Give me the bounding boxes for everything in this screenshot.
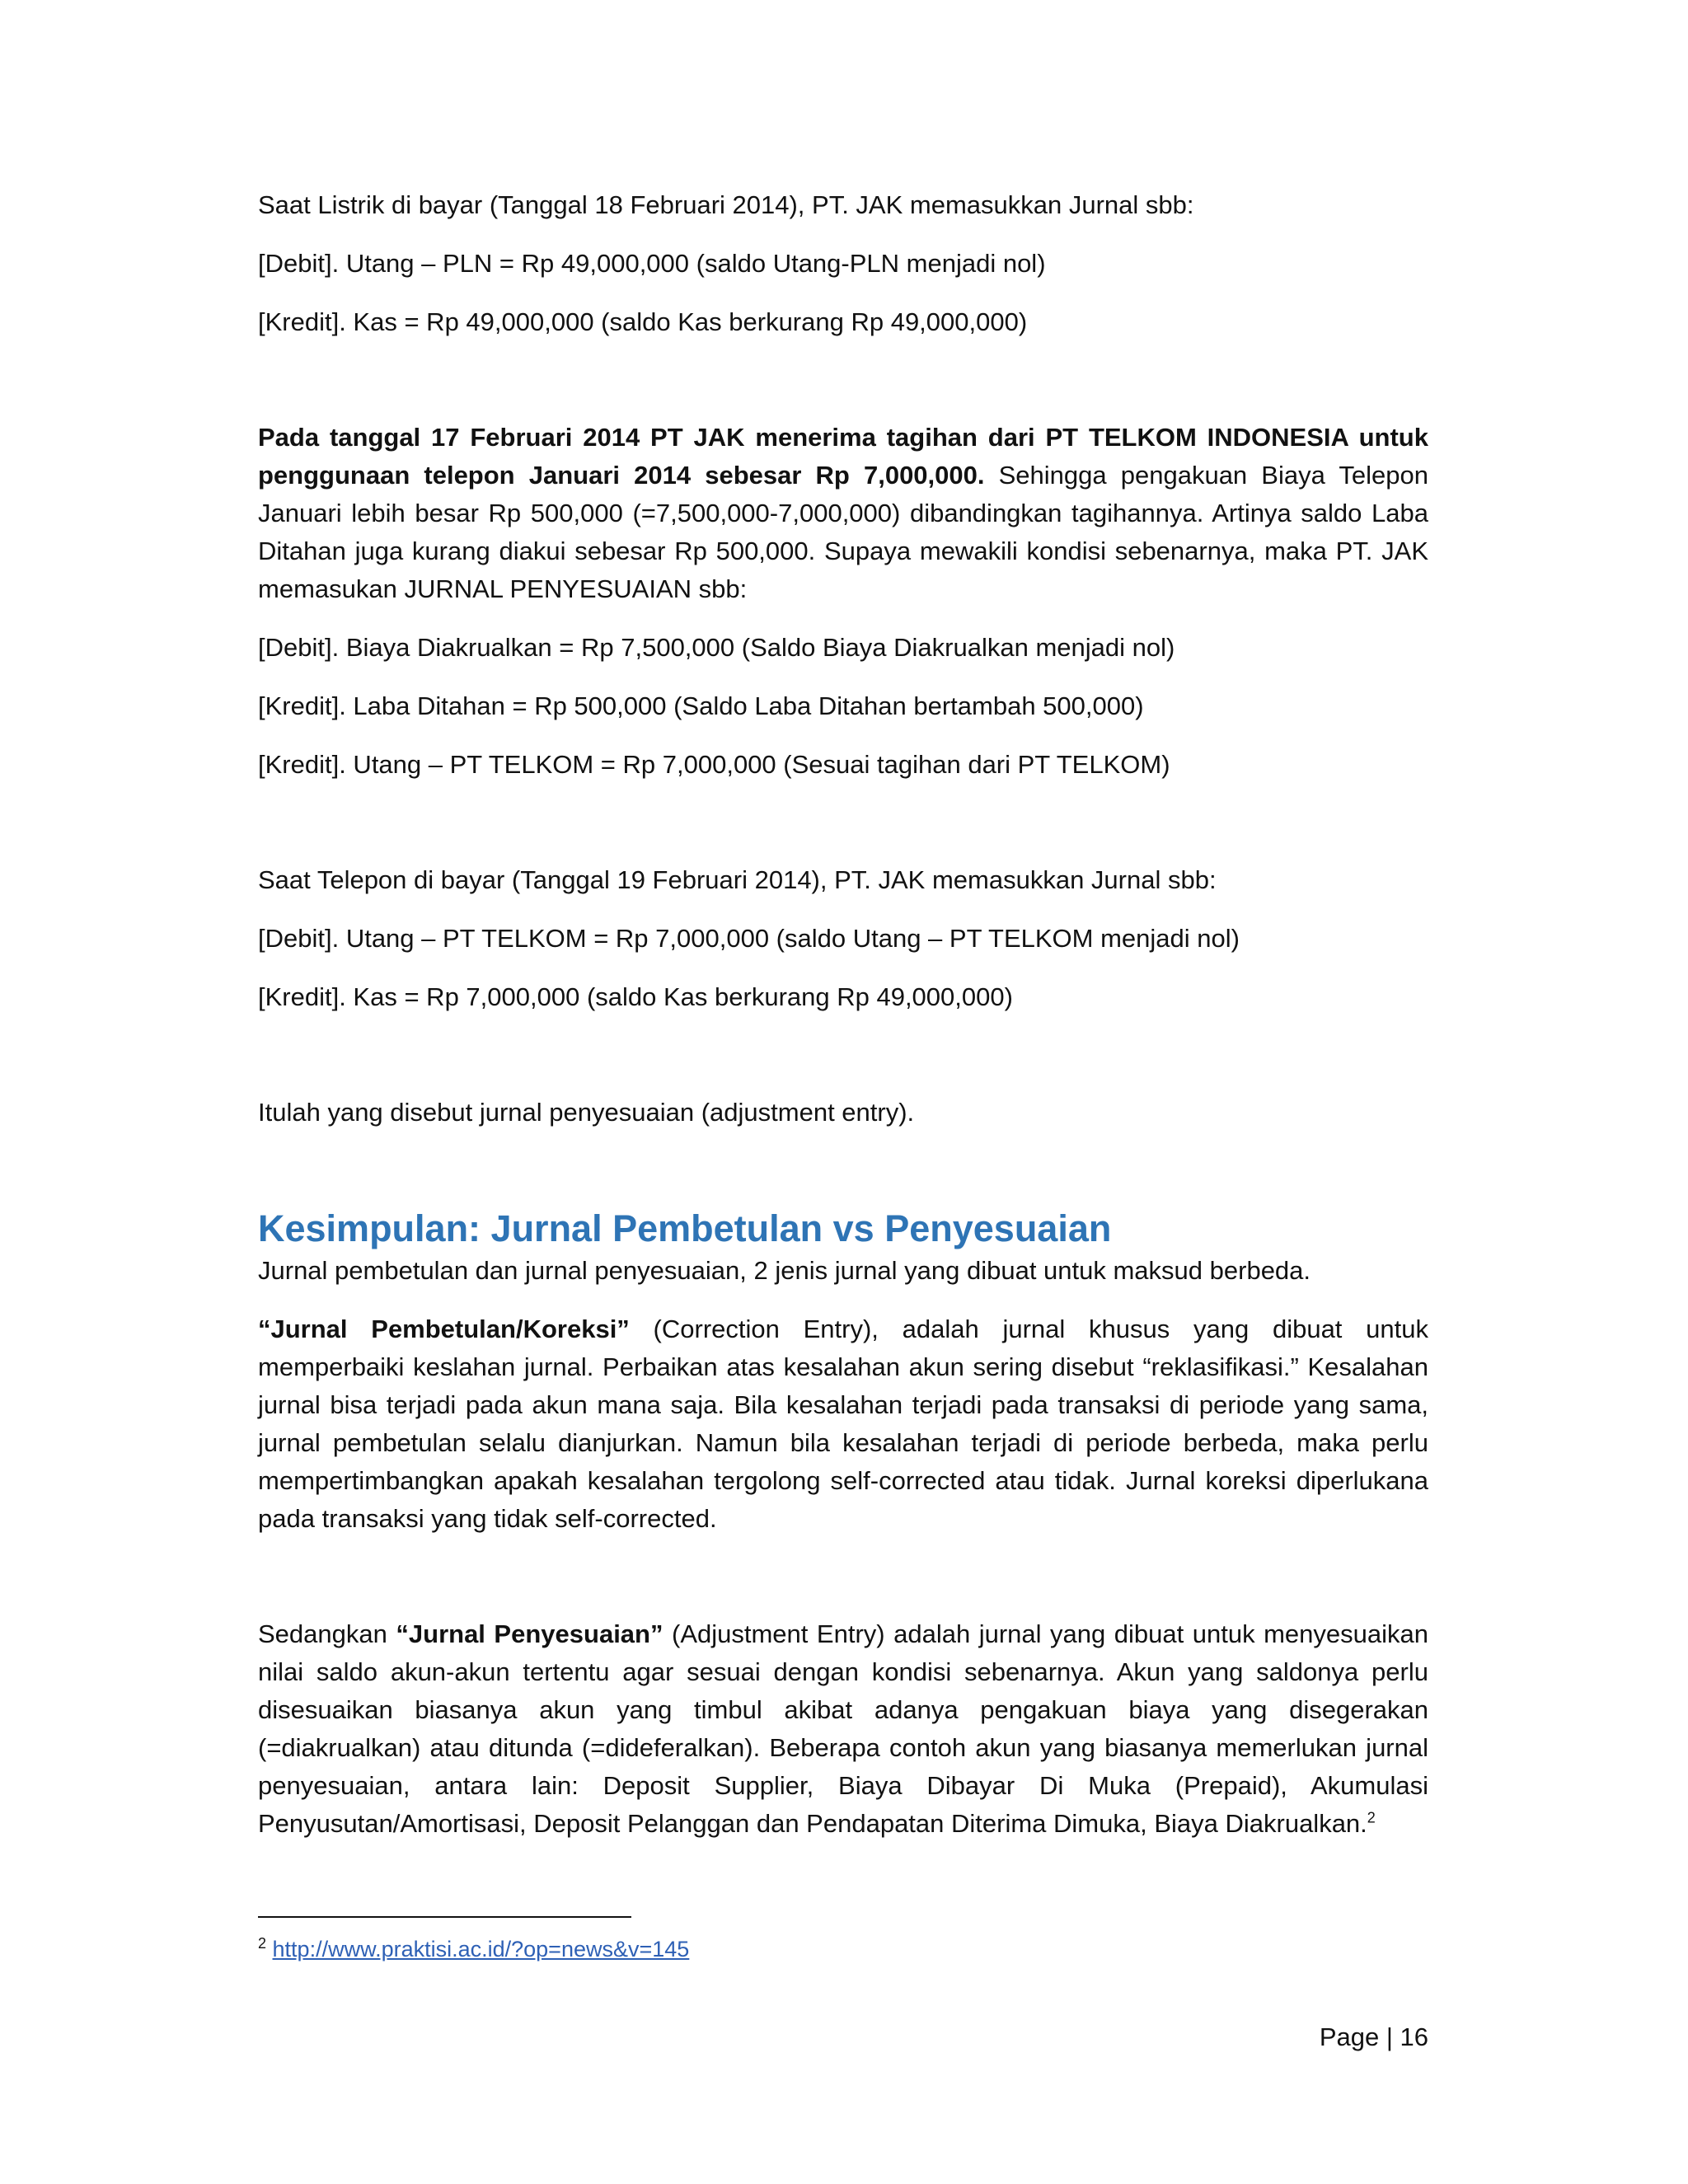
adjustment-entry-text: (Adjustment Entry) adalah jurnal yang dibuat untuk menyesuaikan nilai saldo akun-akun tertentu agar sesuai dengan kondisi sebenarnya. Akun yang saldonya perlu disesuaikan biasanya akun yang timbul akibat adanya pengakuan biaya yang disegerakan (=diakrualkan) atau ditunda (=dideferalkan). Beberapa contoh akun yang biasanya memerlukan jurnal penyesuaian, antara lain: Deposit Supplier, Biaya Dibayar Di Muka (Prepaid), Akumulasi Penyusutan/Amortisasi, Deposit Pelanggan dan Pendapatan Diterima Dimuka, Biaya Diakrualkan.: [258, 1619, 1429, 1838]
correction-entry-term: “Jurnal Pembetulan/Koreksi”: [258, 1315, 630, 1343]
footnote-number: 2: [258, 1935, 267, 1952]
footnote: [258, 1934, 689, 1964]
paragraph-adjustment-entry: [258, 1615, 1428, 1843]
journal-line-debit-utang-pln: [Debit]. Utang – PLN = Rp 49,000,000 (saldo Utang-PLN menjadi nol): [258, 249, 1046, 278]
adjustment-entry-lead: Sedangkan: [258, 1619, 396, 1648]
paragraph-telkom-bill-bold: Pada tanggal 17 Februari 2014 PT JAK menerima tagihan dari PT TELKOM INDONESIA untuk penggunaan telepon Januari 2014 sebesar Rp 7,000,000.: [258, 423, 1428, 490]
journal-line-kredit-utang-telkom: [Kredit]. Utang – PT TELKOM = Rp 7,000,000 (Sesuai tagihan dari PT TELKOM): [258, 750, 1170, 779]
paragraph-correction-entry: [258, 1310, 1428, 1538]
section-heading: Kesimpulan: Jurnal Pembetulan vs Penyesuaian: [258, 1207, 1112, 1249]
page-content: [258, 186, 1428, 1843]
journal-line-debit-utang-telkom: [Debit]. Utang – PT TELKOM = Rp 7,000,000 (saldo Utang – PT TELKOM menjadi nol): [258, 924, 1240, 953]
section-intro: Jurnal pembetulan dan jurnal penyesuaian, 2 jenis jurnal yang dibuat untuk maksud berbeda.: [258, 1256, 1311, 1285]
footnote-link[interactable]: http://www.praktisi.ac.id/?op=news&v=145: [272, 1937, 690, 1961]
page-number: Page | 16: [1319, 2022, 1428, 2051]
footnote-reference: 2: [1367, 1809, 1376, 1826]
paragraph-telepon-payment: Saat Telepon di bayar (Tanggal 19 Februari 2014), PT. JAK memasukkan Jurnal sbb:: [258, 865, 1217, 894]
paragraph-listrik-payment: Saat Listrik di bayar (Tanggal 18 Februari 2014), PT. JAK memasukkan Jurnal sbb:: [258, 190, 1194, 219]
paragraph-telkom-bill: [258, 419, 1428, 608]
paragraph-closing: Itulah yang disebut jurnal penyesuaian (adjustment entry).: [258, 1098, 915, 1127]
journal-line-kredit-kas-telkom: [Kredit]. Kas = Rp 7,000,000 (saldo Kas berkurang Rp 49,000,000): [258, 982, 1013, 1011]
journal-line-kredit-laba: [Kredit]. Laba Ditahan = Rp 500,000 (Saldo Laba Ditahan bertambah 500,000): [258, 691, 1144, 720]
correction-entry-text: (Correction Entry), adalah jurnal khusus yang dibuat untuk memperbaiki keslahan jurnal. Perbaikan atas kesalahan akun sering disebut “reklasifikasi.” Kesalahan jurnal bisa terjadi pada akun mana saja. Bila kesalahan terjadi pada transaksi di periode yang sama, jurnal pembetulan selalu dianjurkan. Namun bila kesalahan terjadi di periode berbeda, maka perlu mempertimbangkan apakah kesalahan tergolong self-corrected atau tidak. Jurnal koreksi diperlukana pada transaksi yang tidak self-corrected.: [258, 1315, 1428, 1533]
paragraph-telkom-bill-rest: Sehingga pengakuan Biaya Telepon Januari lebih besar Rp 500,000 (=7,500,000-7,000,000) dibandingkan tagihannya. Artinya saldo Laba Ditahan juga kurang diakui sebesar Rp 500,000. Supaya mewakili kondisi sebenarnya, maka PT. JAK memasukan JURNAL PENYESUAIAN sbb:: [258, 461, 1428, 603]
journal-line-kredit-kas: [Kredit]. Kas = Rp 49,000,000 (saldo Kas berkurang Rp 49,000,000): [258, 307, 1028, 336]
adjustment-entry-term: “Jurnal Penyesuaian”: [396, 1619, 663, 1648]
journal-line-debit-biaya: [Debit]. Biaya Diakrualkan = Rp 7,500,000 (Saldo Biaya Diakrualkan menjadi nol): [258, 633, 1175, 662]
footnote-separator: [258, 1916, 631, 1918]
